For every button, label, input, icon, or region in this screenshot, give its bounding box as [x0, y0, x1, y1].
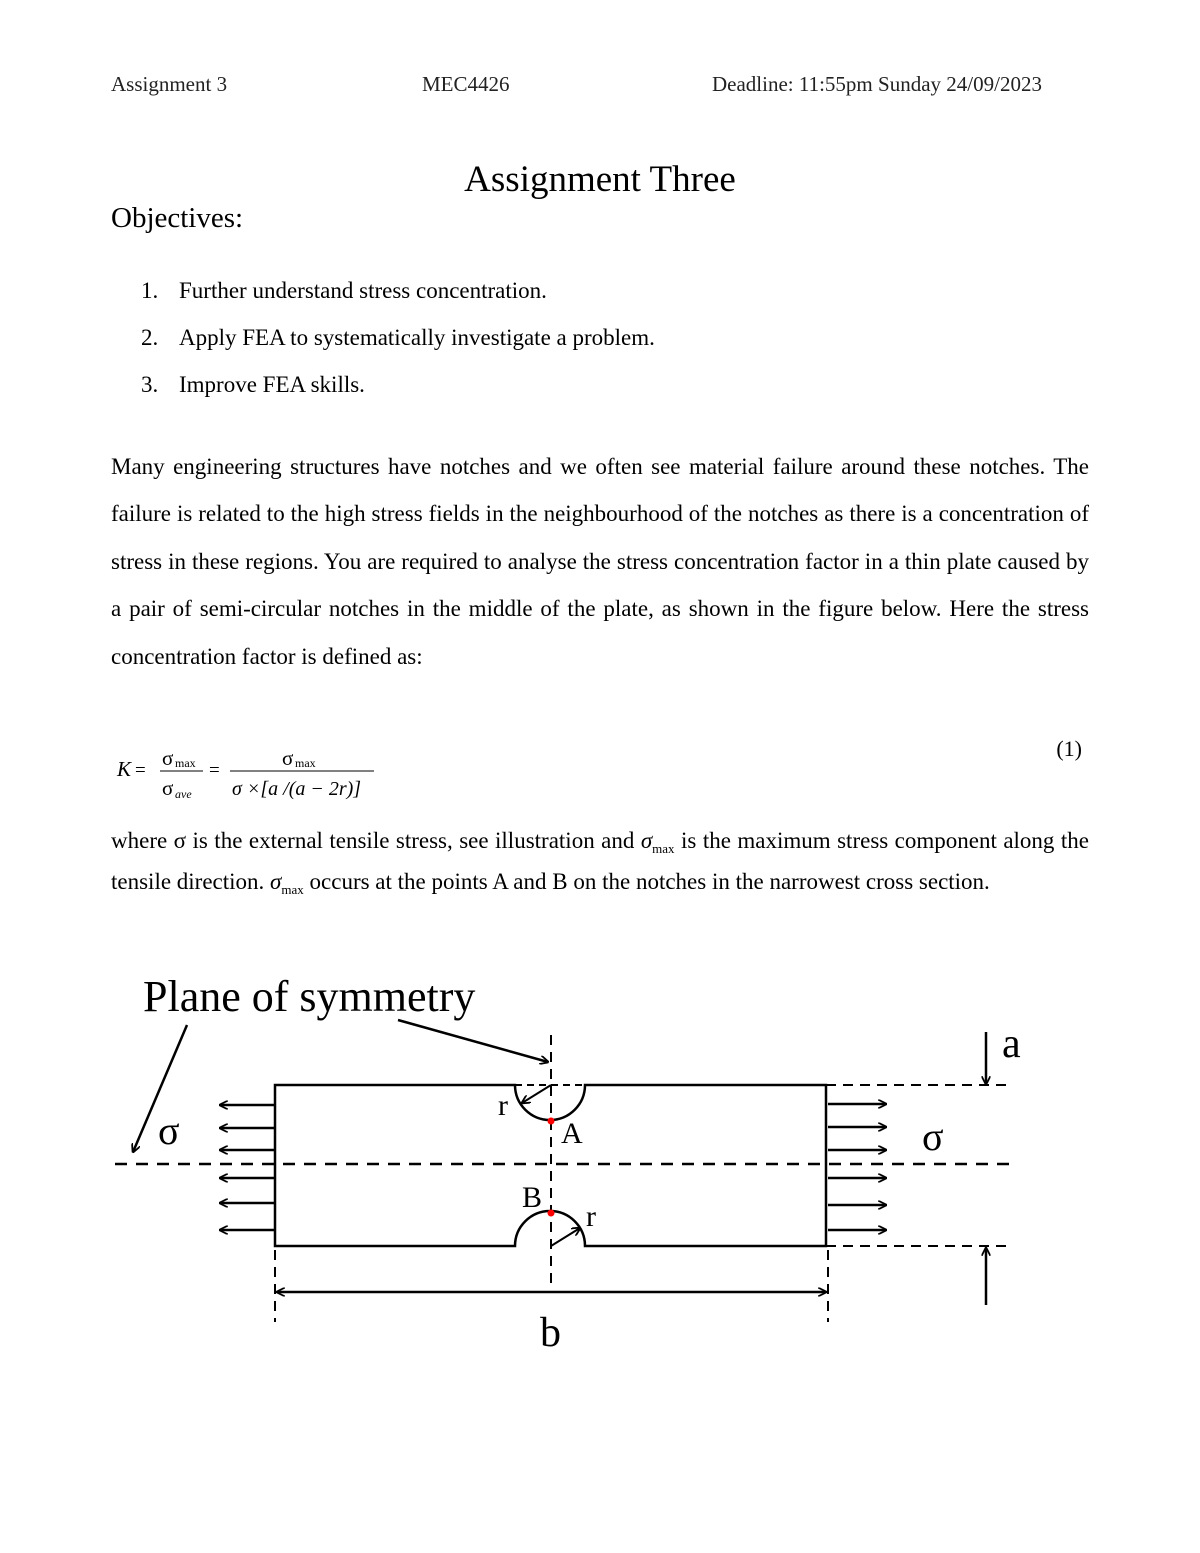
- objective-number: 2.: [141, 325, 159, 350]
- sigma-symbol: σ: [270, 868, 282, 894]
- left-load-arrows: [220, 1105, 274, 1230]
- notched-plate-figure: [0, 960, 1200, 1380]
- point-A-marker: [548, 1118, 555, 1125]
- eq-equals-1: =: [135, 760, 146, 781]
- point-B-label: B: [522, 1181, 543, 1214]
- pointer-arrow-vertical-plane: [398, 1020, 548, 1062]
- radius-arrow-bottom: [551, 1228, 580, 1246]
- sigma-symbol: σ: [640, 828, 653, 853]
- objective-number: 3.: [141, 372, 159, 397]
- header-course-code: MEC4426: [422, 72, 510, 96]
- objective-item: [141, 278, 547, 304]
- objective-number: 1.: [141, 278, 159, 303]
- radius-label-bottom: r: [586, 1200, 596, 1233]
- eq-equals-2: =: [209, 760, 220, 781]
- eq-sigma-max-2: σ: [282, 746, 294, 770]
- definition-text-3: occurs at the points A and B on the notches in the narrowest cross section.: [303, 868, 990, 894]
- definition-paragraph: [111, 822, 1089, 903]
- objective-item: [141, 372, 365, 398]
- objective-text: Improve FEA skills.: [179, 372, 365, 397]
- eq-ave-sub: ave: [175, 787, 192, 801]
- intro-paragraph: Many engineering structures have notches and we often see material failure around these notches. The failure is related to the high stress fields in the neighbourhood of the notches as there is a concentration of stress in these regions. You are required to analyse the stress concentration factor in a thin plate caused by a pair of semi-circular notches in the middle of the plate, as shown in the figure below. Here the stress concentration factor is defined as:: [111, 454, 1089, 669]
- eq-sigma-ave: σ: [162, 776, 174, 800]
- radius-arrow-top: [522, 1085, 551, 1103]
- sigma-right-label: σ: [922, 1114, 944, 1159]
- eq-sigma-max-1: σ: [162, 746, 174, 770]
- equation-block: [112, 738, 1092, 808]
- objectives-heading: Objectives:: [111, 202, 244, 234]
- max-subscript: max: [281, 881, 304, 897]
- dimension-b-label: b: [540, 1310, 561, 1356]
- point-B-marker: [548, 1210, 555, 1217]
- definition-text-1: where σ is the external tensile stress, see illustration and: [111, 828, 641, 853]
- page-title: Assignment Three: [464, 159, 736, 200]
- plane-of-symmetry-label: Plane of symmetry: [143, 972, 476, 1021]
- eq-denominator: σ ×[a /(a − 2r)]: [232, 778, 362, 800]
- eq-K: K: [117, 757, 132, 781]
- header-deadline: Deadline: 11:55pm Sunday 24/09/2023: [712, 72, 1042, 96]
- objective-text: Apply FEA to systematically investigate a problem.: [179, 325, 655, 350]
- right-load-arrows: [828, 1104, 886, 1230]
- definition-text-2: is the maximum stress component along the tensile direction.: [111, 828, 1089, 894]
- radius-label-top: r: [498, 1089, 508, 1122]
- objective-text: Further understand stress concentration.: [179, 278, 547, 303]
- dimension-a-label: a: [1002, 1021, 1021, 1067]
- header-assignment: Assignment 3: [111, 72, 228, 96]
- eq-max-sub-1: max: [175, 756, 196, 770]
- point-A-label: A: [561, 1117, 583, 1150]
- sigma-left-label: σ: [158, 1108, 180, 1153]
- max-subscript: max: [652, 841, 675, 856]
- equation-formula: [112, 738, 412, 808]
- objective-item: [141, 325, 655, 351]
- eq-max-sub-2: max: [295, 756, 316, 770]
- equation-number: (1): [1056, 736, 1082, 761]
